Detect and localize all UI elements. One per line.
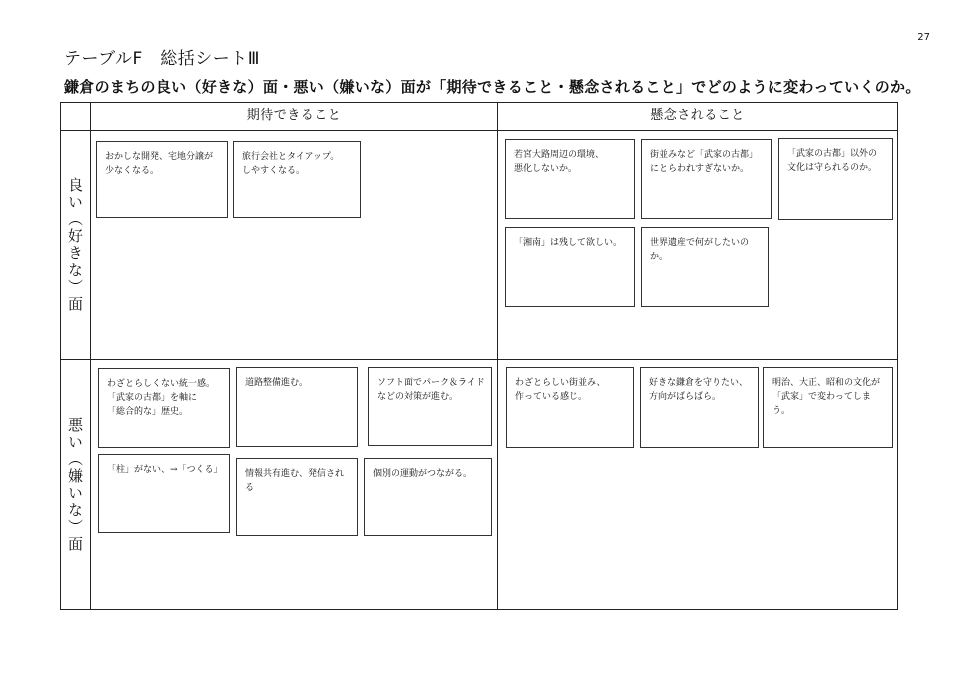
sticky-note: 個別の運動がつながる。 xyxy=(364,458,492,536)
sticky-note: 旅行会社とタイアップ。 しやすくなる。 xyxy=(233,141,361,218)
page-title: テーブルF 総括シートⅢ xyxy=(64,49,260,69)
row-header-good: 良い（好きな）面 xyxy=(66,177,84,313)
header-divider xyxy=(60,130,898,131)
sticky-note: 「柱」がない、→「つくる」 xyxy=(98,454,230,533)
sticky-note: わざとらしい街並み、 作っている感じ。 xyxy=(506,367,634,448)
page-subtitle: 鎌倉のまちの良い（好きな）面・悪い（嫌いな）面が「期待できること・懸念されること」でどのように変わっていくのか。 xyxy=(64,78,921,96)
sticky-note: 街並みなど「武家の古都」にとらわれすぎないか。 xyxy=(641,139,772,219)
sticky-note: わざとらしくない統一感。 「武家の古都」を軸に 「総合的な」歴史。 xyxy=(98,368,230,448)
column-header-concerned: 懸念されること xyxy=(650,108,745,123)
sticky-note: 世界遺産で何がしたいのか。 xyxy=(641,227,769,307)
column-divider xyxy=(497,102,498,610)
sticky-note: 好きな鎌倉を守りたい、方向がばらばら。 xyxy=(640,367,759,448)
sticky-note: 情報共有進む、発信される xyxy=(236,458,358,536)
sticky-note: 「武家の古都」以外の 文化は守られるのか。 xyxy=(778,138,893,220)
sticky-note: 明治、大正、昭和の文化が「武家」で変わってしまう。 xyxy=(763,367,893,448)
sticky-note: ソフト面でパーク＆ライドなどの対策が進む。 xyxy=(368,367,492,446)
sticky-note: 「湘南」は残して欲しい。 xyxy=(505,227,635,307)
sticky-note: 若宮大路周辺の環境、 悪化しないか。 xyxy=(505,139,635,219)
column-header-expected: 期待できること xyxy=(246,108,342,123)
row-header-divider xyxy=(90,102,91,610)
page-number: 27 xyxy=(917,32,930,43)
sticky-note: おかしな開発、宅地分譲が少なくなる。 xyxy=(96,141,228,218)
row-divider xyxy=(60,359,898,360)
sticky-note: 道路整備進む。 xyxy=(236,367,358,447)
row-header-bad: 悪い（嫌いな）面 xyxy=(66,416,84,553)
